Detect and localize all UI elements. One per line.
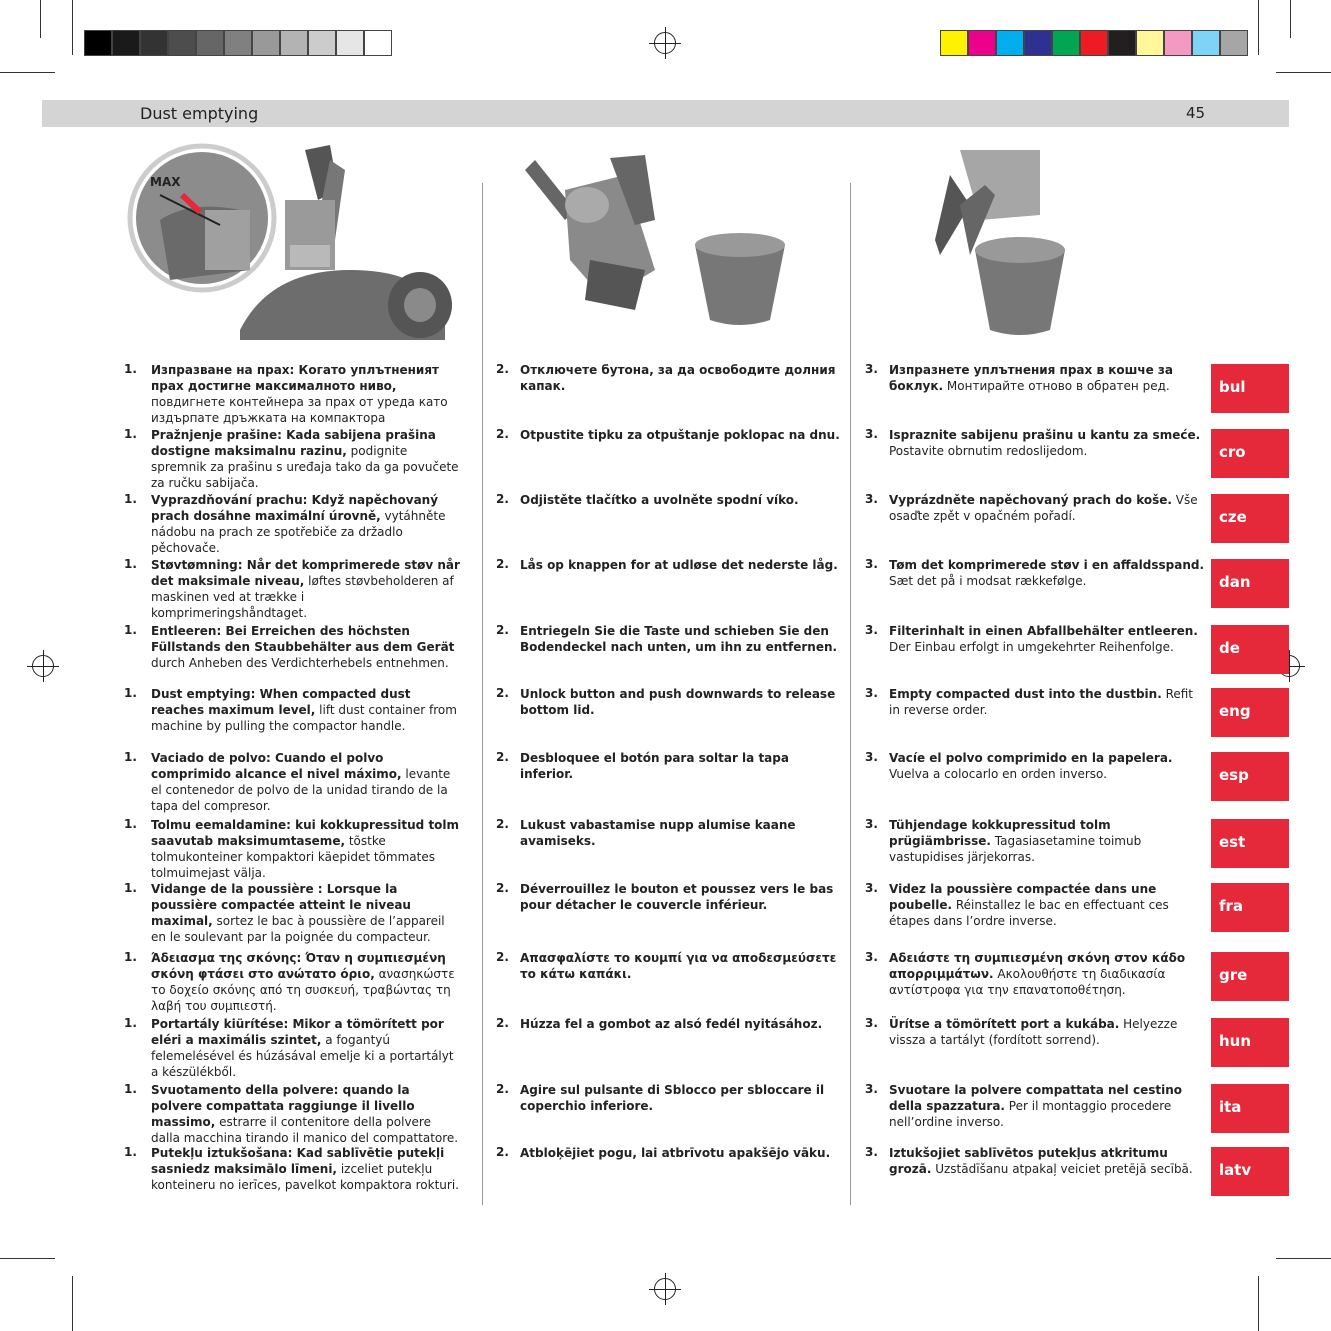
- figure-step-2: [515, 150, 805, 330]
- step-body: Der Einbau erfolgt in umgekehrter Reihenfolge.: [889, 640, 1174, 654]
- step-number: 1.: [124, 362, 137, 376]
- step-heading: Putekļu iztukšošana: Kad sablīvētie putekļi sasniedz maksimālo līmeni,: [151, 1146, 445, 1176]
- language-tab-ita: ita: [1211, 1084, 1289, 1133]
- step-heading: Lås op knappen for at udløse det nederste låg.: [520, 558, 838, 572]
- step-3-text-bul: [889, 362, 1207, 394]
- step-3-text-gre: [889, 950, 1207, 998]
- step-number: 2.: [496, 557, 509, 571]
- step-heading: Отключете бутона, за да освободите долния капак.: [520, 363, 836, 393]
- step-number: 2.: [496, 1016, 509, 1030]
- max-label: MAX: [150, 175, 181, 189]
- step-heading: Vyprázdněte napěchovaný prach do koše.: [889, 493, 1172, 507]
- step-2-text-de: [520, 623, 842, 655]
- step-heading: Изпразнете уплътнения прах в кошче за боклук.: [889, 363, 1173, 393]
- step-heading: Odjistěte tlačítko a uvolněte spodní víko.: [520, 493, 799, 507]
- step-number: 2.: [496, 950, 509, 964]
- step-body: Réinstallez le bac en effectuant ces étapes dans l’ordre inverse.: [889, 898, 1169, 928]
- step-3-text-de: [889, 623, 1207, 655]
- step-1-text-de: [151, 623, 463, 671]
- step-3-text-esp: [889, 750, 1207, 782]
- language-tab-cro: cro: [1211, 429, 1289, 478]
- step-heading: Húzza fel a gombot az alsó fedél nyitásához.: [520, 1017, 823, 1031]
- step-body: tõstke tolmukonteiner kompaktori käepidet tõmmates tolmuimejast välja.: [151, 834, 435, 880]
- step-1-text-eng: [151, 686, 463, 734]
- step-heading: Αδειάστε τη συμπιεσμένη σκόνη στον κάδο απορριμμάτων.: [889, 951, 1186, 981]
- registration-mark-left: [32, 655, 54, 677]
- step-body: Vuelva a colocarlo en orden inverso.: [889, 767, 1107, 781]
- step-body: izceliet putekļu konteineru no ierīces, pavelkot kompaktora rokturi.: [151, 1162, 459, 1192]
- step-number: 1.: [124, 1082, 137, 1096]
- column-divider-1: [482, 183, 483, 1205]
- step-2-text-dan: [520, 557, 842, 573]
- step-number: 1.: [124, 950, 137, 964]
- page-number: 45: [1186, 104, 1206, 122]
- step-body: podignite spremnik za prašinu s uređaja tako da ga povučete za ručku sabijača.: [151, 444, 459, 490]
- step-number: 1.: [124, 492, 137, 506]
- step-number: 2.: [496, 1145, 509, 1159]
- step-heading: Dust emptying: When compacted dust reaches maximum level,: [151, 687, 411, 717]
- step-body: Postavite obrnutim redoslijedom.: [889, 444, 1088, 458]
- language-tab-hun: hun: [1211, 1018, 1289, 1067]
- step-number: 1.: [124, 686, 137, 700]
- step-body: sortez le bac à poussière de l’appareil en le soulevant par la poignée du compacteur.: [151, 914, 445, 944]
- step-number: 3.: [865, 686, 878, 700]
- step-3-text-dan: [889, 557, 1207, 589]
- step-heading: Iztukšojiet sablīvētos putekļus atkritumu grozā.: [889, 1146, 1168, 1176]
- step-heading: Vidange de la poussière : Lorsque la poussière compactée atteint le niveau maximal,: [151, 882, 411, 928]
- step-number: 2.: [496, 817, 509, 831]
- step-heading: Pražnjenje prašine: Kada sabijena prašina dostigne maksimalnu razinu,: [151, 428, 436, 458]
- step-3-text-cze: [889, 492, 1207, 524]
- step-heading: Déverrouillez le bouton et poussez vers le bas pour détacher le couvercle inférieur.: [520, 882, 834, 912]
- step-3-text-fra: [889, 881, 1207, 929]
- step-number: 2.: [496, 1082, 509, 1096]
- registration-mark-bottom: [654, 1278, 676, 1300]
- column-divider-2: [850, 183, 851, 1205]
- step-1-text-cro: [151, 427, 463, 491]
- step-number: 2.: [496, 492, 509, 506]
- language-tab-latv: latv: [1211, 1147, 1289, 1196]
- step-heading: Ispraznite sabijenu prašinu u kantu za smeće.: [889, 428, 1201, 442]
- step-2-text-gre: [520, 950, 842, 982]
- language-tab-de: de: [1211, 625, 1289, 674]
- step-heading: Изпразване на прах: Когато уплътненият прах достигне максималното ниво,: [151, 363, 439, 393]
- step-body: lift dust container from machine by pulling the compactor handle.: [151, 703, 457, 733]
- step-number: 1.: [124, 427, 137, 441]
- step-2-text-bul: [520, 362, 842, 394]
- page-title: Dust emptying: [140, 104, 259, 123]
- step-number: 3.: [865, 623, 878, 637]
- step-heading: Portartály kiürítése: Mikor a tömörített por eléri a maximális szintet,: [151, 1017, 444, 1047]
- language-tab-eng: eng: [1211, 688, 1289, 737]
- step-1-text-bul: [151, 362, 463, 426]
- figure-step-3: [930, 145, 1070, 340]
- step-number: 1.: [124, 557, 137, 571]
- step-number: 2.: [496, 427, 509, 441]
- step-1-text-dan: [151, 557, 463, 621]
- step-body: Refit in reverse order.: [889, 687, 1194, 717]
- step-number: 1.: [124, 750, 137, 764]
- step-number: 2.: [496, 686, 509, 700]
- step-heading: Tøm det komprimerede støv i en affaldsspand.: [889, 558, 1205, 572]
- step-1-text-gre: [151, 950, 463, 1014]
- step-3-text-est: [889, 817, 1207, 865]
- step-body: Монтирайте отново в обратен ред.: [943, 379, 1170, 393]
- step-number: 3.: [865, 950, 878, 964]
- step-3-text-eng: [889, 686, 1207, 718]
- language-tab-fra: fra: [1211, 883, 1289, 932]
- step-body: Per il montaggio procedere nell’ordine inverso.: [889, 1099, 1172, 1129]
- step-number: 1.: [124, 817, 137, 831]
- step-body: Vše osaďte zpět v opačném pořadí.: [889, 493, 1198, 523]
- step-body: Helyezze vissza a tartályt (fordított sorrend).: [889, 1017, 1178, 1047]
- step-1-text-est: [151, 817, 463, 881]
- step-1-text-esp: [151, 750, 463, 814]
- step-number: 3.: [865, 1145, 878, 1159]
- step-2-text-ita: [520, 1082, 842, 1114]
- step-2-text-cro: [520, 427, 842, 443]
- step-number: 3.: [865, 1082, 878, 1096]
- step-body: levante el contenedor de polvo de la unidad tirando de la tapa del compresor.: [151, 767, 451, 813]
- step-heading: Støvtømning: Når det komprimerede støv når det maksimale niveau,: [151, 558, 460, 588]
- step-number: 2.: [496, 623, 509, 637]
- step-1-text-latv: [151, 1145, 463, 1193]
- step-number: 3.: [865, 492, 878, 506]
- step-heading: Videz la poussière compactée dans une poubelle.: [889, 882, 1157, 912]
- step-body: estrarre il contenitore della polvere dalla macchina tirando il manico del compattatore.: [151, 1115, 459, 1145]
- step-heading: Vacíe el polvo comprimido en la papelera.: [889, 751, 1173, 765]
- step-heading: Otpustite tipku za otpuštanje poklopac na dnu.: [520, 428, 840, 442]
- step-body: повдигнете контейнера за прах от уреда като издърпате дръжката на компактора: [151, 395, 448, 425]
- language-tab-esp: esp: [1211, 752, 1289, 801]
- step-heading: Άδειασμα της σκόνης: Όταν η συμπιεσμένη σκόνη φτάσει στο ανώτατο όριο,: [151, 951, 446, 981]
- step-body: ανασηκώστε το δοχείο σκόνης από τη συσκευή, τραβώντας τη λαβή του συμπιεστή.: [151, 967, 455, 1013]
- step-body: løftes støvbeholderen af maskinen ved at trække i komprimeringshåndtaget.: [151, 574, 454, 620]
- step-1-text-cze: [151, 492, 463, 556]
- step-number: 3.: [865, 557, 878, 571]
- step-2-text-eng: [520, 686, 842, 718]
- step-heading: Svuotare la polvere compattata nel cestino della spazzatura.: [889, 1083, 1182, 1113]
- step-number: 3.: [865, 750, 878, 764]
- step-body: Tagasiasetamine toimub vastupidises järjekorras.: [889, 834, 1142, 864]
- step-heading: Entleeren: Bei Erreichen des höchsten Füllstands den Staubbehälter aus dem Gerät: [151, 624, 455, 654]
- figure-step-1: [120, 140, 460, 340]
- step-body: Ακολουθήστε τη διαδικασία αντίστροφα για την επανατοποθέτηση.: [889, 967, 1166, 997]
- step-heading: Atbloķējiet pogu, lai atbrīvotu apakšējo vāku.: [520, 1146, 831, 1160]
- step-heading: Entriegeln Sie die Taste und schieben Sie den Bodendeckel nach unten, um ihn zu entfernen.: [520, 624, 838, 654]
- language-tab-dan: dan: [1211, 559, 1289, 608]
- step-heading: Filterinhalt in einen Abfallbehälter entleeren.: [889, 624, 1198, 638]
- step-heading: Vyprazdňování prachu: Když napěchovaný prach dosáhne maximální úrovně,: [151, 493, 439, 523]
- step-number: 1.: [124, 1016, 137, 1030]
- step-number: 1.: [124, 623, 137, 637]
- step-number: 2.: [496, 881, 509, 895]
- step-number: 3.: [865, 817, 878, 831]
- step-2-text-hun: [520, 1016, 842, 1032]
- step-number: 1.: [124, 881, 137, 895]
- step-number: 1.: [124, 1145, 137, 1159]
- step-heading: Tühjendage kokkupressitud tolm prügiämbrisse.: [889, 818, 1111, 848]
- step-heading: Empty compacted dust into the dustbin.: [889, 687, 1162, 701]
- step-1-text-ita: [151, 1082, 463, 1146]
- language-tab-gre: gre: [1211, 952, 1289, 1001]
- language-tab-est: est: [1211, 819, 1289, 868]
- step-2-text-fra: [520, 881, 842, 913]
- step-1-text-hun: [151, 1016, 463, 1080]
- step-number: 2.: [496, 750, 509, 764]
- step-3-text-latv: [889, 1145, 1207, 1177]
- step-2-text-cze: [520, 492, 842, 508]
- language-tab-cze: cze: [1211, 494, 1289, 543]
- step-3-text-hun: [889, 1016, 1207, 1048]
- step-heading: Ürítse a tömörített port a kukába.: [889, 1017, 1120, 1031]
- step-heading: Lukust vabastamise nupp alumise kaane avamiseks.: [520, 818, 796, 848]
- step-heading: Vaciado de polvo: Cuando el polvo comprimido alcance el nivel máximo,: [151, 751, 402, 781]
- step-3-text-cro: [889, 427, 1207, 459]
- step-body: durch Anheben des Verdichterhebels entnehmen.: [151, 656, 449, 670]
- step-number: 3.: [865, 362, 878, 376]
- language-tab-bul: bul: [1211, 364, 1289, 413]
- step-heading: Απασφαλίστε το κουμπί για να αποδεσμεύσετε το κάτω καπάκι.: [520, 951, 837, 981]
- step-2-text-esp: [520, 750, 842, 782]
- step-heading: Unlock button and push downwards to release bottom lid.: [520, 687, 836, 717]
- step-number: 3.: [865, 1016, 878, 1030]
- step-3-text-ita: [889, 1082, 1207, 1130]
- step-1-text-fra: [151, 881, 463, 945]
- step-body: Sæt det på i modsat rækkefølge.: [889, 574, 1087, 588]
- step-heading: Agire sul pulsante di Sblocco per sbloccare il coperchio inferiore.: [520, 1083, 825, 1113]
- step-body: a fogantyú felemelésével és húzásával emelje ki a portartályt a készülékből.: [151, 1033, 454, 1079]
- step-body: vytáhněte nádobu na prach ze spotřebiče za držadlo pěchovače.: [151, 509, 446, 555]
- step-number: 3.: [865, 881, 878, 895]
- step-number: 2.: [496, 362, 509, 376]
- step-heading: Tolmu eemaldamine: kui kokkupressitud tolm saavutab maksimumtaseme,: [151, 818, 460, 848]
- step-2-text-est: [520, 817, 842, 849]
- registration-mark-top: [654, 32, 676, 54]
- step-body: Uzstādīšanu atpakaļ veiciet pretējā secībā.: [931, 1162, 1193, 1176]
- step-number: 3.: [865, 427, 878, 441]
- step-heading: Svuotamento della polvere: quando la polvere compattata raggiunge il livello massimo,: [151, 1083, 415, 1129]
- step-heading: Desbloquee el botón para soltar la tapa inferior.: [520, 751, 789, 781]
- step-2-text-latv: [520, 1145, 842, 1161]
